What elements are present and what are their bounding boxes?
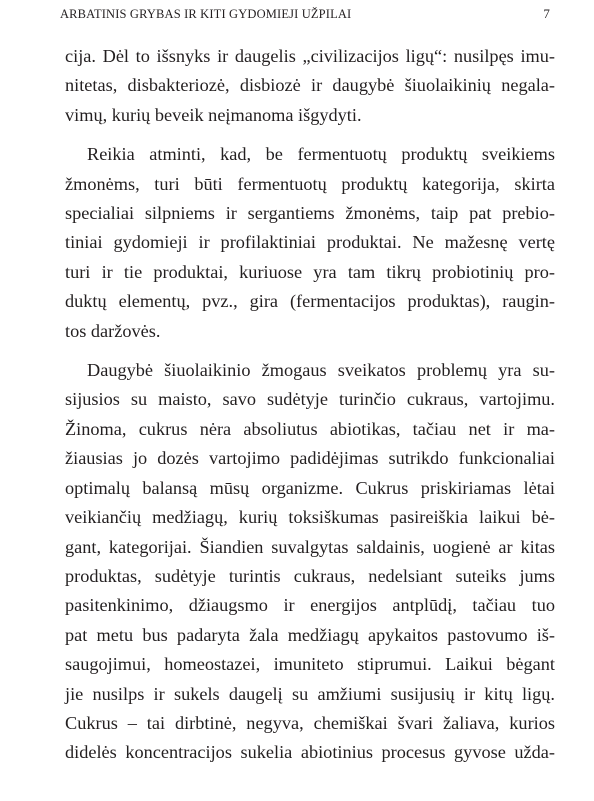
text-line: didelės koncentracijos sukelia abiotinius procesus gyvose užda-: [65, 742, 555, 763]
text-line: turi ir tie produktai, kuriuose yra tam tikrų probiotinių pro-: [65, 261, 555, 282]
text-line: cija. Dėl to išsnyks ir daugelis „civilizacijos ligų“: nusilpęs imu-: [65, 46, 555, 66]
page-number: 7: [543, 6, 550, 21]
text-line: žiausias jo dozės vartojimo padidėjimas sutrikdo funkcionaliai: [65, 448, 555, 469]
text-line: žmonėms, turi būti fermentuotų produktų kategorija, skirta: [65, 173, 555, 194]
text-line: tiniai gydomieji ir profilaktiniai produktai. Ne mažesnę vertę: [65, 232, 555, 253]
running-head: [60, 6, 550, 22]
paragraph: [65, 356, 555, 768]
text-line: Cukrus – tai dirbtinė, negyva, chemiškai švari žaliava, kurios: [65, 712, 555, 733]
text-line: Žinoma, cukrus nėra absoliutus abiotikas, tačiau net ir ma-: [65, 418, 555, 439]
text-line: Daugybė šiuolaikinio žmogaus sveikatos problemų yra su-: [87, 360, 555, 381]
text-line: veikiančių medžiagų, kurių toksiškumas pasireiškia laikui bė-: [65, 507, 555, 528]
text-line: specialiai silpniems ir sergantiems žmonėms, taip pat prebio-: [65, 203, 555, 224]
text-line: sijusios su maisto, savo sudėtyje turinčio cukraus, vartojimu.: [65, 389, 555, 410]
body-text: [65, 42, 555, 778]
text-line: optimalų balansą mūsų organizme. Cukrus priskiriamas lėtai: [65, 477, 555, 498]
text-line: jie nusilps ir sukels daugelį su amžiumi susijusių ir kitų ligų.: [65, 683, 555, 704]
paragraph: [65, 42, 555, 130]
text-line: gant, kategorijai. Šiandien suvalgytas saldainis, uogienė ar kitas: [65, 536, 555, 557]
text-line: pasitenkinimo, džiaugsmo ir energijos antplūdį, tačiau tuo: [65, 595, 555, 616]
text-line: tos daržovės.: [65, 320, 161, 341]
text-line: Reikia atminti, kad, be fermentuotų produktų sveikiems: [87, 144, 555, 165]
paragraph: [65, 140, 555, 346]
running-title: ARBATINIS GRYBAS IR KITI GYDOMIEJI UŽPILAI: [60, 7, 352, 21]
text-line: vimų, kurių beveik neįmanoma išgydyti.: [65, 104, 362, 125]
text-line: duktų elementų, pvz., gira (fermentacijos produktas), raugin-: [65, 291, 555, 312]
text-line: produktas, sudėtyje turintis cukraus, nedelsiant suteiks jums: [65, 565, 555, 586]
text-line: nitetas, disbakteriozė, disbiozė ir daugybė šiuolaikinių negala-: [65, 75, 555, 96]
text-line: pat metu bus padaryta žala medžiagų apykaitos pastovumo iš-: [65, 624, 555, 645]
text-line: saugojimui, homeostazei, imuniteto stiprumui. Laikui bėgant: [65, 654, 555, 675]
